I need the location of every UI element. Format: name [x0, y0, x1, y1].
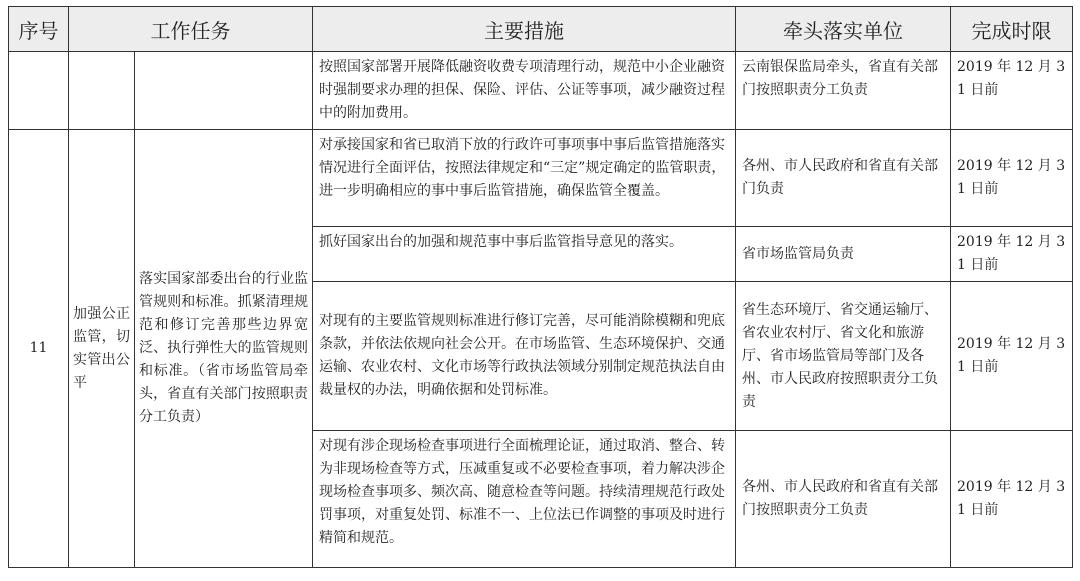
measure-cell: 按照国家部署开展降低融资收费专项清理行动，规范中小企业融资时强制要求办理的担保、保险、评估、公证等事项，减少融资过程中的附加费用。 — [313, 52, 736, 130]
policy-task-table — [8, 6, 1073, 568]
header-measure: 主要措施 — [313, 7, 736, 52]
measure-cell: 对承接国家和省已取消下放的行政许可事项事中事后监管措施落实情况进行全面评估，按照法律规定和“三定”规定确定的监管职责，进一步明确相应的事中事后监管措施，确保监管全覆盖。 — [313, 130, 736, 227]
table-header-row — [9, 7, 1073, 52]
deadline-cell: 2019 年 12 月 31 日前 — [951, 227, 1073, 282]
measure-cell: 抓好国家出台的加强和规范事中事后监管指导意见的落实。 — [313, 227, 736, 282]
table-row — [9, 130, 1073, 227]
header-seq: 序号 — [9, 7, 69, 52]
table-row — [9, 52, 1073, 130]
task-cell-empty — [69, 52, 135, 130]
unit-cell: 云南银保监局牵头，省直有关部门按照职责分工负责 — [736, 52, 951, 130]
deadline-cell: 2019 年 12 月 31 日前 — [951, 282, 1073, 431]
unit-cell: 各州、市人民政府和省直有关部门负责 — [736, 130, 951, 227]
unit-cell: 各州、市人民政府和省直有关部门按照职责分工负责 — [736, 431, 951, 568]
measure-cell: 对现有的主要监管规则标准进行修订完善，尽可能消除模糊和兜底条款，并依法依规向社会公开。在市场监管、生态环境保护、交通运输、农业农村、文化市场等行政执法领域分别制定规范执法自由裁量权的办法，明确依据和处罚标准。 — [313, 282, 736, 431]
deadline-cell: 2019 年 12 月 31 日前 — [951, 52, 1073, 130]
policy-table-container — [8, 6, 1072, 568]
task-cell: 加强公正监管，切实管出公平 — [69, 130, 135, 568]
header-task: 工作任务 — [69, 7, 313, 52]
unit-cell: 省市场监管局负责 — [736, 227, 951, 282]
subtask-cell: 落实国家部委出台的行业监管规则和标准。抓紧清理规范和修订完善那些边界宽泛、执行弹性大的监管规则和标准。（省市场监管局牵头，省直有关部门按照职责分工负责） — [135, 130, 313, 568]
header-unit: 牵头落实单位 — [736, 7, 951, 52]
measure-cell: 对现有涉企现场检查事项进行全面梳理论证，通过取消、整合、转为非现场检查等方式，压减重复或不必要检查事项，着力解决涉企现场检查事项多、频次高、随意检查等问题。持续清理规范行政处罚事项，对重复处罚、标准不一、上位法已作调整的事项及时进行精简和规范。 — [313, 431, 736, 568]
deadline-cell: 2019 年 12 月 31 日前 — [951, 431, 1073, 568]
unit-cell: 省生态环境厅、省交通运输厅、省农业农村厅、省文化和旅游厅、省市场监管局等部门及各州、市人民政府按照职责分工负责 — [736, 282, 951, 431]
subtask-cell-empty — [135, 52, 313, 130]
seq-cell-empty — [9, 52, 69, 130]
seq-cell: 11 — [9, 130, 69, 568]
header-deadline: 完成时限 — [951, 7, 1073, 52]
deadline-cell: 2019 年 12 月 31 日前 — [951, 130, 1073, 227]
